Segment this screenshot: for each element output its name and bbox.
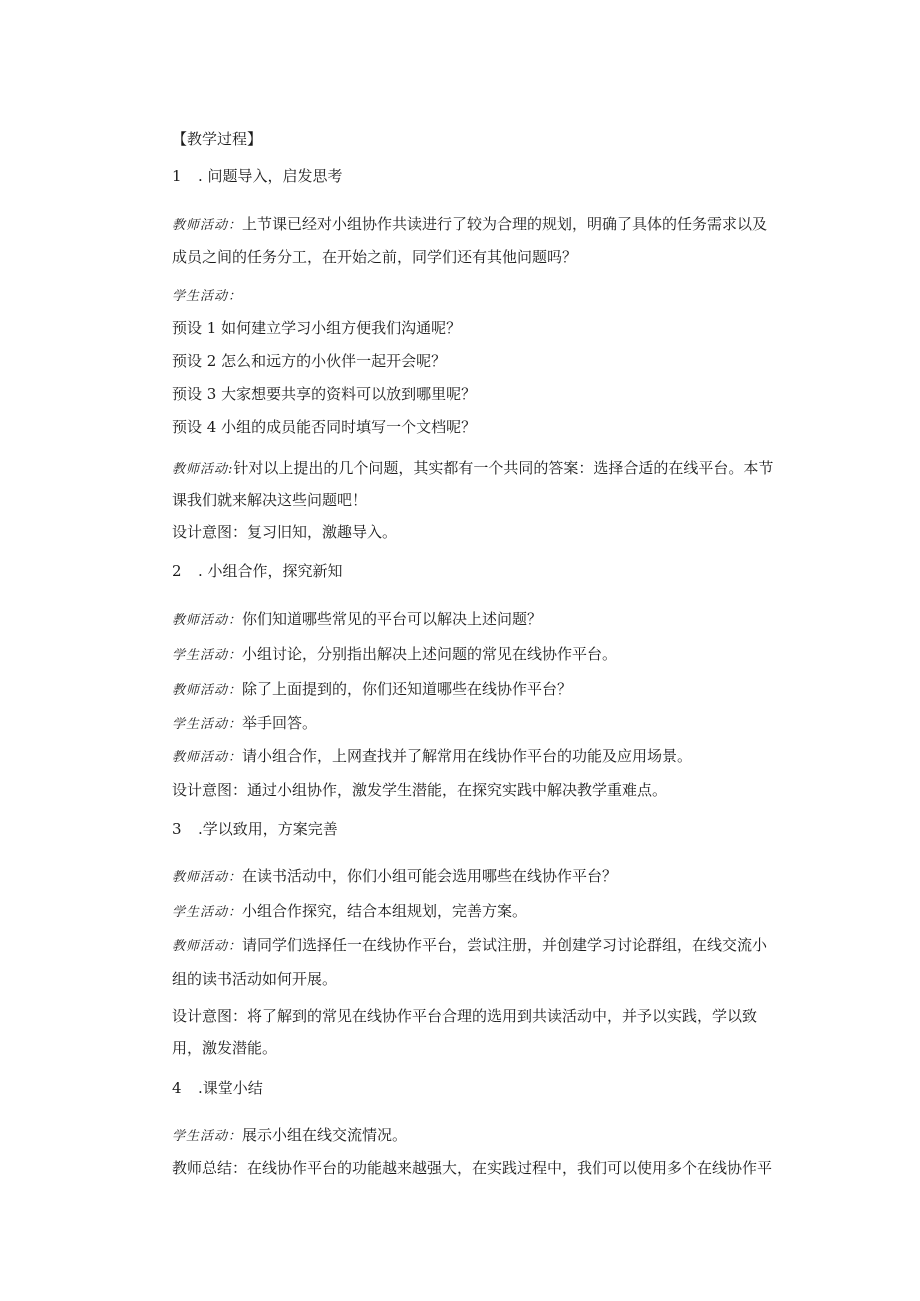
step-2-teacher-activity-3 bbox=[172, 746, 692, 768]
design-intent-label: 设计意图： bbox=[172, 1007, 248, 1025]
preset-item: 预设 2 怎么和远方的小伙伴一起开会呢？ bbox=[172, 352, 447, 370]
step-1-teacher-activity-2 bbox=[172, 458, 773, 480]
paragraph-continuation: 组的读书活动如何开展。 bbox=[172, 970, 338, 988]
teacher-summary-label: 教师总结： bbox=[172, 1159, 248, 1177]
student-activity-label: 学生活动： bbox=[172, 717, 243, 732]
paragraph-text: 小组讨论，分别指出解决上述问题的常见在线协作平台。 bbox=[242, 645, 618, 663]
step-1-title: . 问题导入，启发思考 bbox=[198, 167, 343, 185]
paragraph-text: 请小组合作，上网查找并了解常用在线协作平台的功能及应用场景。 bbox=[242, 747, 693, 765]
paragraph-text: 在线协作平台的功能越来越强大，在实践过程中，我们可以使用多个在线协作平 bbox=[247, 1159, 773, 1177]
preset-item: 预设 4 小组的成员能否同时填写一个文档呢？ bbox=[172, 418, 477, 436]
step-1-heading bbox=[172, 166, 343, 186]
step-2-heading bbox=[172, 561, 343, 581]
step-2-student-activity-2 bbox=[172, 713, 317, 735]
teacher-activity-label: 教师活动： bbox=[172, 218, 243, 233]
step-4-teacher-summary bbox=[172, 1158, 772, 1178]
paragraph-continuation: 课我们就来解决这些问题吧！ bbox=[172, 491, 368, 509]
student-activity-label: 学生活动： bbox=[172, 648, 243, 663]
step-2-number: 2 bbox=[172, 562, 182, 580]
step-1-number: 1 bbox=[172, 167, 182, 185]
student-activity-label: 学生活动： bbox=[172, 1129, 243, 1144]
paragraph-continuation: 用，激发潜能。 bbox=[172, 1039, 278, 1057]
step-3-student-activity-1 bbox=[172, 901, 527, 923]
teacher-activity-label: 教师活动： bbox=[172, 750, 243, 765]
teacher-activity-label: 教师活动： bbox=[172, 870, 243, 885]
paragraph-text: 针对以上提出的几个问题，其实都有一个共同的答案：选择合适的在线平台。本节 bbox=[233, 459, 774, 477]
teacher-activity-label: 教师活动： bbox=[172, 939, 243, 954]
preset-item: 预设 3 大家想要共享的资料可以放到哪里呢？ bbox=[172, 385, 477, 403]
step-2-teacher-activity-2 bbox=[172, 679, 572, 701]
paragraph-text: 将了解到的常见在线协作平台合理的选用到共读活动中，并予以实践，学以致 bbox=[247, 1007, 758, 1025]
paragraph-text: 请同学们选择任一在线协作平台，尝试注册，并创建学习讨论群组，在线交流小 bbox=[242, 936, 768, 954]
paragraph-text: 举手回答。 bbox=[242, 714, 318, 732]
teacher-activity-label: 教师活动： bbox=[172, 613, 243, 628]
preset-item: 预设 1 如何建立学习小组方便我们沟通呢？ bbox=[172, 319, 462, 337]
step-1-design-intent bbox=[172, 522, 397, 542]
paragraph-text: 在读书活动中，你们小组可能会选用哪些在线协作平台？ bbox=[242, 867, 618, 885]
paragraph-text: 上节课已经对小组协作共读进行了较为合理的规划，明确了具体的任务需求以及 bbox=[242, 215, 768, 233]
step-3-heading bbox=[172, 819, 338, 839]
section-heading: 【教学过程】 bbox=[172, 130, 263, 148]
teacher-activity-label: 教师活动: bbox=[172, 462, 234, 477]
step-2-design-intent bbox=[172, 780, 667, 800]
paragraph-text: 你们知道哪些常见的平台可以解决上述问题？ bbox=[242, 610, 543, 628]
paragraph-text: 小组合作探究，结合本组规划，完善方案。 bbox=[242, 902, 528, 920]
student-activity-label-text: 学生活动： bbox=[172, 289, 243, 304]
step-3-title: .学以致用，方案完善 bbox=[198, 820, 338, 838]
step-2-student-activity-1 bbox=[172, 644, 617, 666]
student-activity-label bbox=[172, 285, 242, 307]
step-3-number: 3 bbox=[172, 820, 182, 838]
step-4-heading bbox=[172, 1078, 263, 1098]
paragraph-text: 通过小组协作，激发学生潜能，在探究实践中解决教学重难点。 bbox=[247, 781, 668, 799]
paragraph-text: 展示小组在线交流情况。 bbox=[242, 1126, 408, 1144]
step-3-teacher-activity-2 bbox=[172, 935, 767, 957]
step-2-title: . 小组合作，探究新知 bbox=[198, 562, 343, 580]
step-4-student-activity bbox=[172, 1125, 407, 1147]
paragraph-text: 复习旧知，激趣导入。 bbox=[247, 523, 398, 541]
step-4-title: .课堂小结 bbox=[198, 1079, 263, 1097]
step-3-teacher-activity-1 bbox=[172, 866, 617, 888]
step-3-design-intent bbox=[172, 1006, 757, 1026]
paragraph-text: 除了上面提到的，你们还知道哪些在线协作平台？ bbox=[242, 680, 573, 698]
paragraph-continuation: 成员之间的任务分工，在开始之前，同学们还有其他问题吗？ bbox=[172, 248, 578, 266]
student-activity-label: 学生活动： bbox=[172, 905, 243, 920]
design-intent-label: 设计意图： bbox=[172, 781, 248, 799]
step-2-teacher-activity-1 bbox=[172, 609, 542, 631]
design-intent-label: 设计意图： bbox=[172, 523, 248, 541]
step-4-number: 4 bbox=[172, 1079, 182, 1097]
step-1-teacher-activity bbox=[172, 214, 767, 236]
teacher-activity-label: 教师活动： bbox=[172, 683, 243, 698]
